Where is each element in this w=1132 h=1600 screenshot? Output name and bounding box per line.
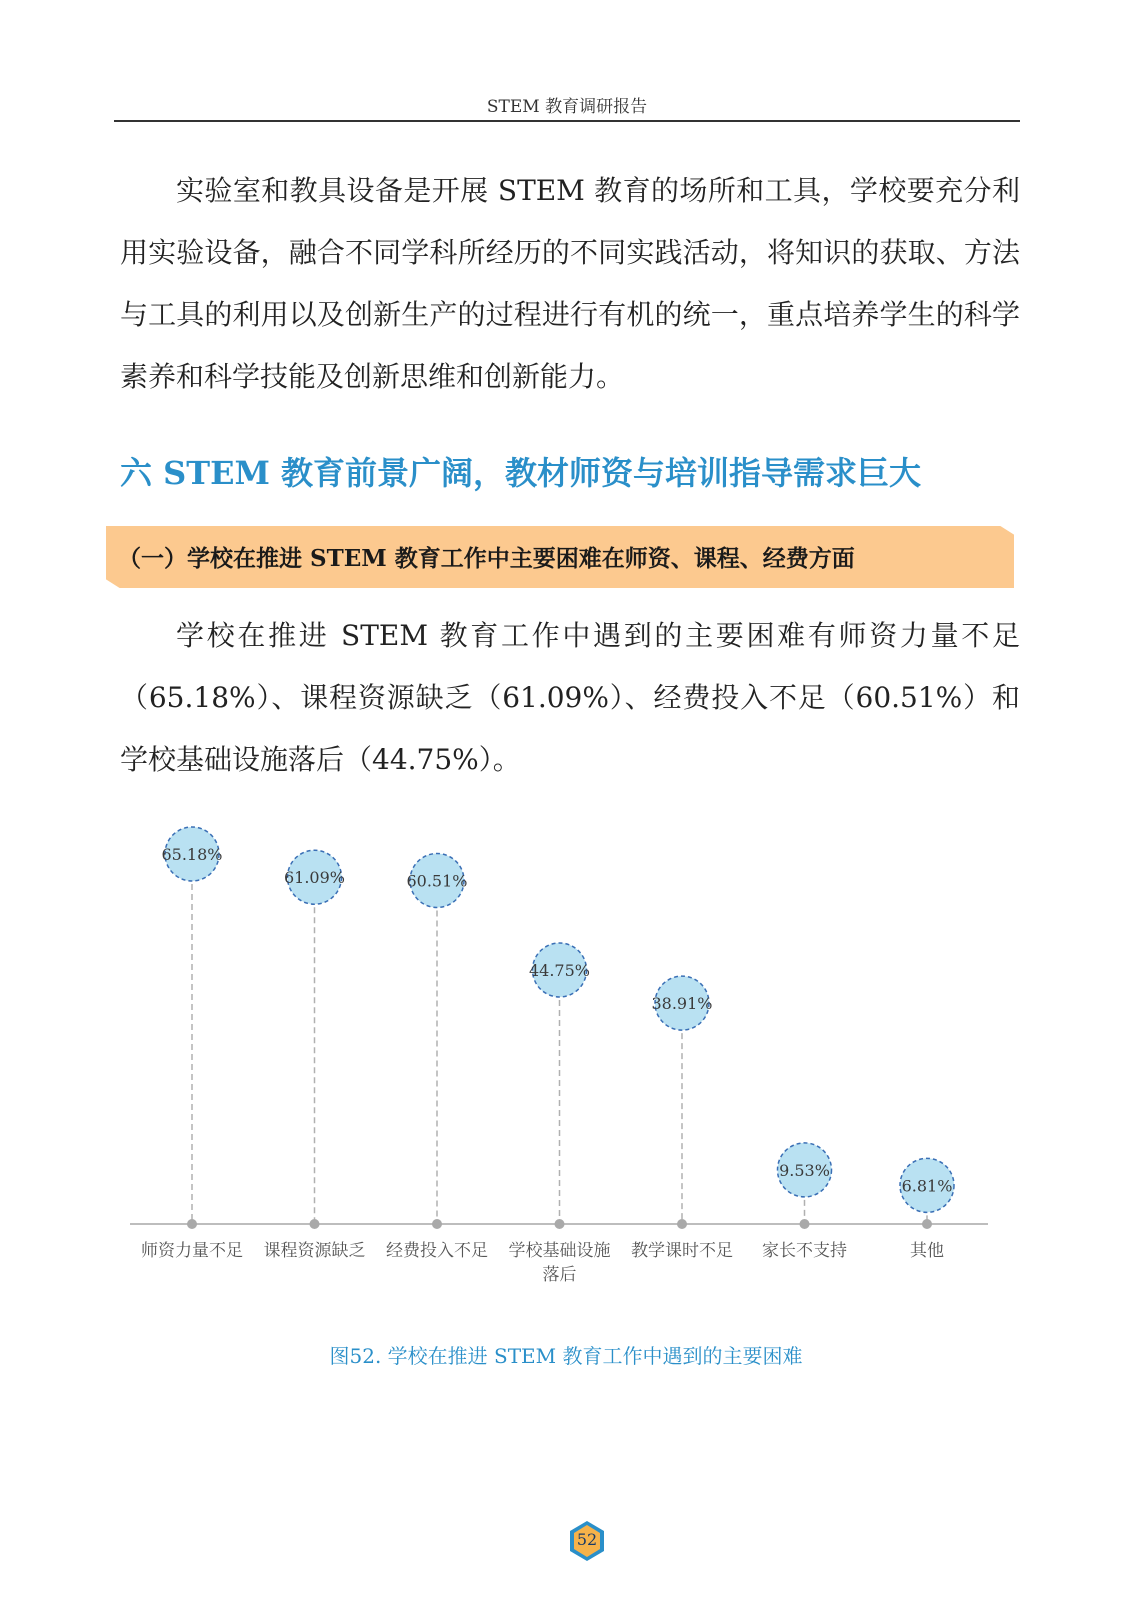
data-label: 65.18% <box>161 845 223 864</box>
category-label: 落后 <box>542 1265 577 1285</box>
category-label: 家长不支持 <box>762 1241 847 1261</box>
data-label: 38.91% <box>651 994 713 1014</box>
stem-base-dot <box>922 1219 932 1229</box>
section-heading: 六 STEM 教育前景广阔，教材师资与培训指导需求巨大 <box>120 454 922 492</box>
subsection-heading: （一）学校在推进 STEM 教育工作中主要困难在师资、课程、经费方面 <box>118 545 855 572</box>
stem-base-dot <box>555 1219 565 1229</box>
category-label: 教学课时不足 <box>631 1241 733 1261</box>
body-paragraph-1: 实验室和教具设备是开展 STEM 教育的场所和工具，学校要充分利用实验设备，融合不同学科所经历的不同实践活动，将知识的获取、方法与工具的利用以及创新生产的过程进行有机的统一，重点培养学生的科学素养和科学技能及创新思维和创新能力。 <box>120 174 1020 393</box>
stem-base-dot <box>187 1219 197 1229</box>
stem-base-dot <box>677 1219 687 1229</box>
page-header-title: STEM 教育调研报告 <box>486 97 648 117</box>
category-label: 学校基础设施 <box>508 1241 611 1261</box>
data-label: 44.75% <box>528 960 591 980</box>
header-rule <box>114 120 1020 122</box>
category-label: 师资力量不足 <box>141 1241 243 1261</box>
data-label: 6.81% <box>901 1176 953 1196</box>
data-label: 60.51% <box>406 871 468 891</box>
category-label: 课程资源缺乏 <box>263 1241 366 1261</box>
category-label: 经费投入不足 <box>386 1241 488 1261</box>
page-number: 52 <box>576 1530 598 1549</box>
stem-base-dot <box>310 1219 320 1229</box>
difficulties-lollipop-chart <box>0 800 1132 1300</box>
figure-caption: 图52. 学校在推进 STEM 教育工作中遇到的主要困难 <box>329 1344 803 1368</box>
data-label: 9.53% <box>779 1160 830 1180</box>
category-label: 其他 <box>910 1241 944 1261</box>
data-label: 61.09% <box>283 868 346 888</box>
stem-base-dot <box>432 1219 442 1229</box>
stem-base-dot <box>800 1219 810 1229</box>
body-paragraph-2: 学校在推进 STEM 教育工作中遇到的主要困难有师资力量不足（65.18%）、课程资源缺乏（61.09%）、经费投入不足（60.51%）和学校基础设施落后（44.75%）。 <box>120 619 1020 776</box>
